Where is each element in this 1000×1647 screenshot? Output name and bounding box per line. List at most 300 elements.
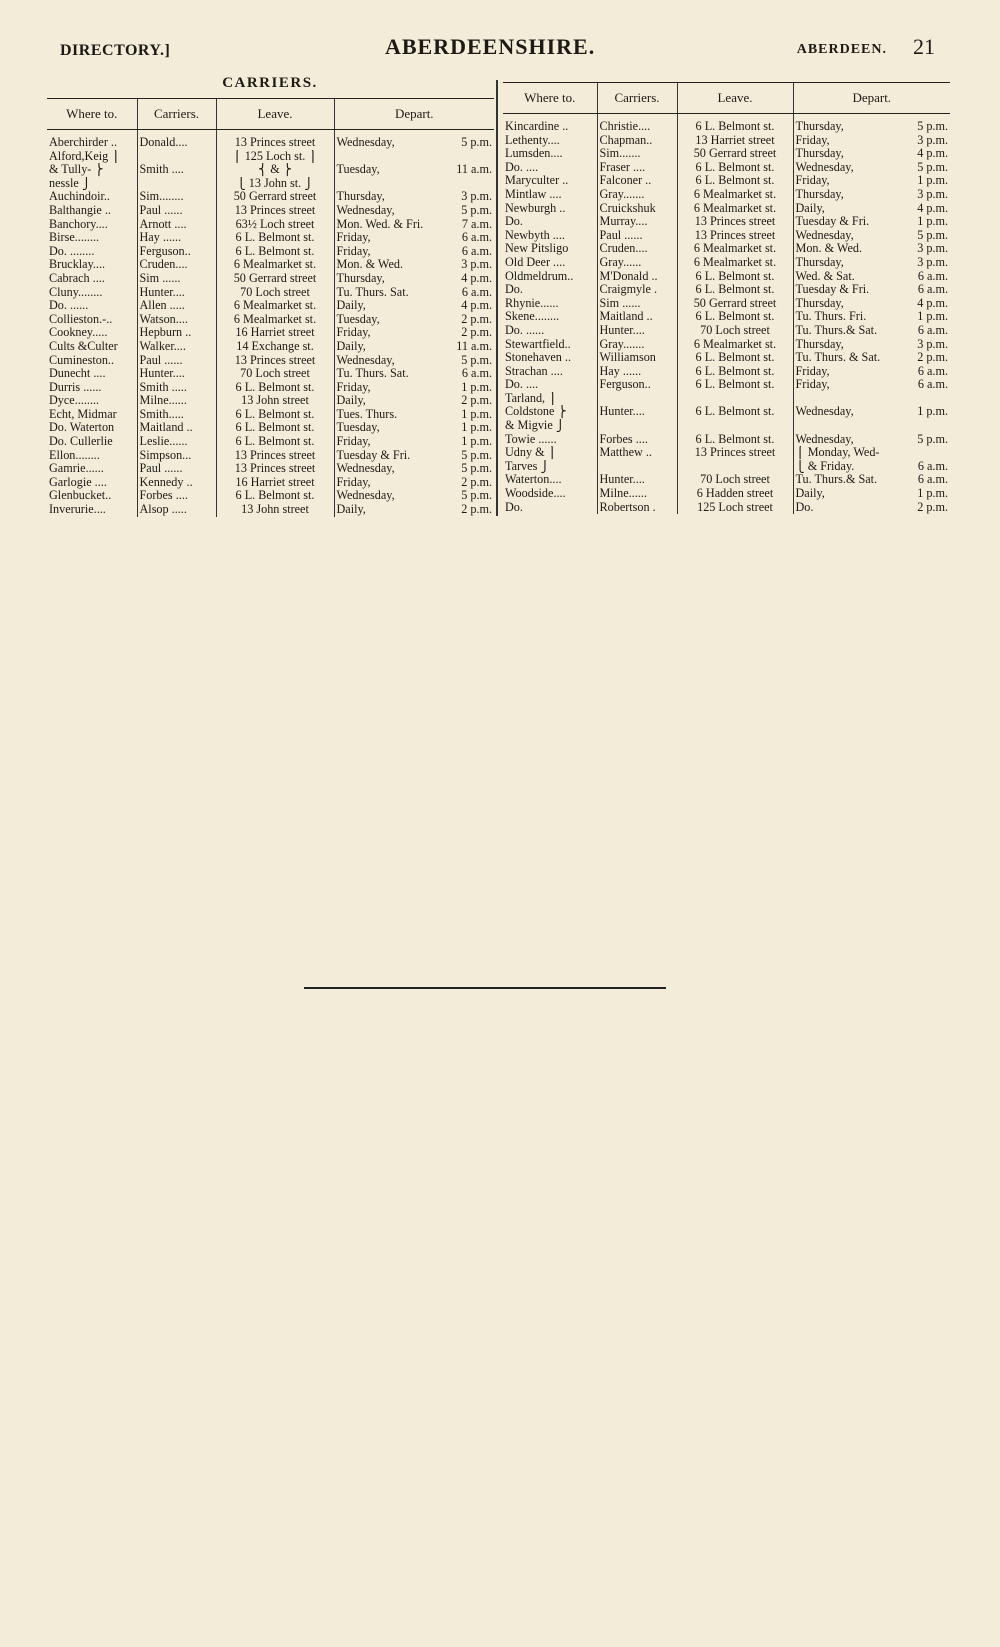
cell-depart	[793, 134, 950, 148]
cell-carrier	[597, 378, 677, 392]
where-text: Stonehaven ..	[505, 351, 572, 365]
carrier-text: Cruden....	[599, 242, 648, 256]
leave-text: 70 Loch street	[240, 285, 310, 299]
cell-where	[47, 381, 137, 395]
leave-text: 6 L. Belmont st.	[695, 160, 775, 174]
cell-depart	[334, 449, 494, 463]
cell-where	[47, 163, 137, 177]
depart-time: 6 a.m.	[461, 244, 492, 258]
leave-text: 16 Harriet street	[235, 326, 315, 340]
carrier-text: Murray....	[599, 215, 648, 229]
leave-text: 14 Exchange st.	[236, 339, 314, 353]
where-text: Glenbucket..	[49, 489, 112, 503]
cell-leave	[677, 202, 793, 216]
where-text: Auchindoir..	[49, 190, 110, 204]
cell-carrier	[137, 421, 216, 435]
cell-leave	[677, 188, 793, 202]
carrier-text: Chapman..	[599, 133, 653, 147]
table-row	[503, 270, 950, 284]
cell-depart	[793, 419, 950, 433]
leave-text: 6 L. Belmont st.	[235, 421, 315, 435]
where-text: Collieston.-..	[49, 312, 113, 326]
where-text: Do.	[505, 500, 523, 514]
depart-time: 3 p.m.	[917, 133, 948, 147]
cell-where	[503, 460, 597, 474]
depart-day: Friday,	[795, 378, 830, 392]
depart-day: Daily,	[336, 299, 366, 313]
table-row	[47, 421, 494, 435]
depart-day: Thursday,	[336, 190, 385, 204]
cell-carrier	[137, 340, 216, 354]
table-row	[47, 449, 494, 463]
carrier-text: Craigmyle .	[599, 283, 658, 297]
cell-where	[503, 351, 597, 365]
cell-carrier	[597, 310, 677, 324]
cell-where	[503, 256, 597, 270]
cell-carrier	[597, 114, 677, 134]
carrier-text: Sim.......	[599, 147, 641, 161]
depart-time: 3 p.m.	[917, 187, 948, 201]
cell-carrier	[597, 487, 677, 501]
cell-leave	[677, 419, 793, 433]
cell-where	[47, 286, 137, 300]
where-text: Newbyth ....	[505, 228, 565, 242]
depart-time: 1 p.m.	[917, 405, 948, 419]
leave-text: 6 L. Belmont st.	[235, 244, 315, 258]
cell-leave	[677, 134, 793, 148]
cell-where	[47, 503, 137, 517]
depart-wrap	[796, 215, 949, 229]
table-row	[503, 351, 950, 365]
table-row	[47, 489, 494, 503]
carrier-text: Matthew ..	[599, 446, 652, 460]
carrier-text: Forbes ....	[599, 432, 648, 446]
cell-leave	[677, 242, 793, 256]
table-row	[503, 297, 950, 311]
cell-depart	[793, 501, 950, 515]
cell-depart	[334, 258, 494, 272]
cell-leave	[216, 204, 334, 218]
cell-carrier	[137, 231, 216, 245]
depart-day: Tuesday & Fri.	[336, 448, 411, 462]
cell-leave	[216, 421, 334, 435]
carrier-text: Sim........	[139, 190, 184, 204]
cell-where	[47, 449, 137, 463]
cell-leave	[677, 147, 793, 161]
depart-wrap	[337, 421, 493, 435]
table-row	[503, 147, 950, 161]
where-text: Do. Waterton	[49, 421, 115, 435]
cell-where	[503, 283, 597, 297]
cell-leave	[677, 114, 793, 134]
cell-leave	[216, 231, 334, 245]
cell-leave	[677, 270, 793, 284]
depart-time: 6 a.m.	[917, 323, 948, 337]
depart-wrap	[337, 340, 493, 354]
cell-carrier	[597, 405, 677, 419]
where-text: Maryculter ..	[505, 174, 569, 188]
cell-leave	[216, 130, 334, 150]
where-text: Oldmeldrum..	[505, 269, 574, 283]
cell-leave	[677, 433, 793, 447]
cell-leave	[216, 272, 334, 286]
table-row	[47, 231, 494, 245]
cell-where	[47, 231, 137, 245]
cell-depart	[793, 229, 950, 243]
table-row	[47, 130, 494, 150]
where-text: Dunecht ....	[49, 367, 106, 381]
cell-depart	[793, 256, 950, 270]
carrier-text: Gray......	[599, 255, 642, 269]
where-text: Skene........	[505, 310, 560, 324]
cell-leave	[216, 462, 334, 476]
depart-day: Tues. Thurs.	[336, 407, 398, 421]
where-text: Towie ......	[505, 432, 557, 446]
cell-depart	[793, 174, 950, 188]
leave-text: 70 Loch street	[700, 473, 770, 487]
depart-time: 7 a.m.	[461, 217, 492, 231]
depart-time: 5 p.m.	[917, 119, 948, 133]
cell-where	[47, 177, 137, 191]
where-text: Do. ......	[49, 299, 89, 313]
table-row	[503, 405, 950, 419]
cell-where	[47, 245, 137, 259]
cell-carrier	[137, 163, 216, 177]
cell-carrier	[597, 297, 677, 311]
carrier-text: Robertson .	[599, 500, 656, 514]
cell-depart	[793, 405, 950, 419]
cell-leave	[216, 354, 334, 368]
depart-wrap	[337, 258, 493, 272]
cell-where	[47, 340, 137, 354]
carrier-text: Milne......	[139, 394, 187, 408]
cell-depart	[334, 286, 494, 300]
depart-time: 3 p.m.	[917, 242, 948, 256]
table-row	[503, 338, 950, 352]
depart-day: Tu. Thurs. Sat.	[336, 285, 409, 299]
depart-time: 2 p.m.	[917, 500, 948, 514]
where-text: Dyce........	[49, 394, 100, 408]
cell-depart	[334, 245, 494, 259]
where-text: Aberchirder ..	[49, 135, 118, 149]
depart-time: 6 a.m.	[917, 473, 948, 487]
leave-text: 6 L. Belmont st.	[695, 378, 775, 392]
cell-carrier	[137, 326, 216, 340]
table-row	[47, 177, 494, 191]
cell-depart	[334, 272, 494, 286]
table-row	[47, 258, 494, 272]
table-row	[47, 354, 494, 368]
cell-where	[47, 367, 137, 381]
leave-text: 6 L. Belmont st.	[695, 364, 775, 378]
where-text: Coldstone ⎬	[505, 405, 567, 419]
cell-where	[47, 218, 137, 232]
depart-time: 1 p.m.	[461, 421, 492, 435]
table-row	[47, 204, 494, 218]
depart-time: 6 a.m.	[917, 459, 948, 473]
cell-where	[47, 476, 137, 490]
table-row	[47, 394, 494, 408]
depart-wrap	[796, 433, 949, 447]
table-row	[47, 218, 494, 232]
carrier-text: Donald....	[139, 135, 188, 149]
carrier-text: Gray.......	[599, 337, 645, 351]
where-text: Balthangie ..	[49, 203, 111, 217]
where-text: Cabrach ....	[49, 271, 105, 285]
cell-where	[47, 272, 137, 286]
depart-wrap	[337, 408, 493, 422]
depart-time: 1 p.m.	[461, 407, 492, 421]
depart-wrap	[796, 351, 949, 365]
cell-carrier	[597, 161, 677, 175]
cell-leave	[216, 489, 334, 503]
table-row	[503, 134, 950, 148]
section-title: CARRIERS.	[222, 75, 318, 91]
cell-depart	[793, 338, 950, 352]
carrier-text: Maitland ..	[139, 421, 193, 435]
carrier-text: Williamson	[599, 351, 656, 365]
cell-where	[47, 258, 137, 272]
leave-text: 6 L. Belmont st.	[695, 174, 775, 188]
leave-text: 13 Princes street	[234, 135, 316, 149]
cell-where	[47, 421, 137, 435]
where-text: Rhynie......	[505, 296, 559, 310]
cell-depart	[334, 326, 494, 340]
where-text: Udny & ⎫	[505, 446, 557, 460]
carrier-text: Simpson...	[139, 448, 192, 462]
depart-wrap	[337, 286, 493, 300]
depart-day: Daily,	[795, 487, 825, 501]
cell-where	[503, 215, 597, 229]
carrier-text: M'Donald ..	[599, 269, 658, 283]
cell-leave	[216, 299, 334, 313]
depart-day: Thursday,	[795, 187, 844, 201]
leave-text: 6 L. Belmont st.	[235, 380, 315, 394]
carrier-text: Sim ......	[139, 271, 181, 285]
cell-carrier	[597, 202, 677, 216]
cell-depart	[334, 313, 494, 327]
table-row	[503, 324, 950, 338]
depart-day: Daily,	[795, 201, 825, 215]
carrier-text: Allen .....	[139, 299, 185, 313]
carrier-text: Leslie......	[139, 435, 188, 449]
depart-wrap	[337, 381, 493, 395]
cell-leave	[216, 163, 334, 177]
cell-where	[47, 313, 137, 327]
cell-carrier	[137, 286, 216, 300]
depart-time: 4 p.m.	[917, 296, 948, 310]
depart-wrap	[796, 446, 949, 460]
leave-text: 6 L. Belmont st.	[235, 489, 315, 503]
where-text: Waterton....	[505, 473, 562, 487]
where-text: & Tully- ⎬	[49, 163, 104, 177]
where-text: nessle ⎭	[49, 176, 91, 190]
depart-day: Daily,	[336, 503, 366, 517]
cell-where	[47, 354, 137, 368]
table-row	[47, 462, 494, 476]
carrier-text: Forbes ....	[139, 489, 188, 503]
depart-time: 5 p.m.	[461, 135, 492, 149]
cell-carrier	[137, 204, 216, 218]
table-row	[503, 460, 950, 474]
leave-text: 13 Princes street	[694, 228, 776, 242]
cell-carrier	[137, 177, 216, 191]
table-row	[503, 473, 950, 487]
cell-where	[503, 147, 597, 161]
carrier-text: Christie....	[599, 119, 651, 133]
cell-where	[47, 489, 137, 503]
carrier-text: Hunter....	[599, 473, 645, 487]
leave-text: 6 Hadden street	[696, 487, 774, 501]
cell-where	[47, 462, 137, 476]
table-row	[47, 340, 494, 354]
cell-carrier	[597, 338, 677, 352]
leave-text: 6 L. Belmont st.	[695, 432, 775, 446]
depart-wrap	[337, 435, 493, 449]
cell-carrier	[137, 258, 216, 272]
cell-carrier	[137, 130, 216, 150]
cell-leave	[216, 190, 334, 204]
leave-text: 6 L. Belmont st.	[235, 407, 315, 421]
cell-where	[503, 161, 597, 175]
cell-carrier	[137, 367, 216, 381]
table-row	[47, 313, 494, 327]
depart-wrap	[796, 256, 949, 270]
depart-day: Tu. Thurs. Sat.	[336, 367, 409, 381]
carrier-text: Hunter....	[139, 285, 185, 299]
cell-depart	[334, 408, 494, 422]
col-carriers: Carriers.	[137, 99, 216, 130]
col-where-to: Where to.	[47, 99, 137, 130]
where-text: Cults &Culter	[49, 339, 118, 353]
cell-depart	[793, 365, 950, 379]
where-text: Tarves ⎭	[505, 459, 550, 473]
cell-leave	[216, 367, 334, 381]
where-text: Inverurie....	[49, 503, 106, 517]
cell-depart	[793, 188, 950, 202]
depart-wrap	[796, 338, 949, 352]
depart-time: 4 p.m.	[461, 271, 492, 285]
depart-time: 2 p.m.	[461, 326, 492, 340]
cell-where	[47, 190, 137, 204]
leave-text: 50 Gerrard street	[233, 190, 317, 204]
depart-wrap	[796, 297, 949, 311]
depart-time: 6 a.m.	[917, 378, 948, 392]
depart-wrap	[796, 283, 949, 297]
where-text: Woodside....	[505, 487, 566, 501]
depart-time: 5 p.m.	[461, 203, 492, 217]
cell-leave	[677, 351, 793, 365]
cell-carrier	[137, 150, 216, 164]
cell-depart	[793, 114, 950, 134]
depart-day: Friday,	[336, 231, 371, 245]
carrier-text: Hay ......	[139, 231, 182, 245]
cell-depart	[334, 503, 494, 517]
depart-wrap	[337, 476, 493, 490]
cell-carrier	[597, 174, 677, 188]
leave-text: 6 Mealmarket st.	[693, 242, 777, 256]
where-text: Brucklay....	[49, 258, 106, 272]
table-row	[47, 503, 494, 517]
table-row	[503, 310, 950, 324]
depart-day: Wednesday,	[336, 489, 395, 503]
depart-time: 2 p.m.	[461, 475, 492, 489]
table-row	[503, 365, 950, 379]
cell-where	[503, 365, 597, 379]
cell-leave	[216, 177, 334, 191]
cell-leave	[216, 313, 334, 327]
cell-carrier	[137, 449, 216, 463]
table-row	[47, 435, 494, 449]
depart-day: Thursday,	[795, 119, 844, 133]
leave-text: 16 Harriet street	[235, 475, 315, 489]
depart-wrap	[337, 503, 493, 517]
cell-leave	[677, 338, 793, 352]
cell-leave	[677, 405, 793, 419]
depart-wrap	[796, 405, 949, 419]
cell-carrier	[597, 242, 677, 256]
depart-time: 3 p.m.	[461, 258, 492, 272]
cell-leave	[677, 473, 793, 487]
cell-depart	[793, 270, 950, 284]
cell-carrier	[597, 419, 677, 433]
carrier-text: Maitland ..	[599, 310, 653, 324]
cell-leave	[677, 460, 793, 474]
leave-text: ⎩ 13 John st. ⎭	[236, 176, 314, 190]
cell-where	[503, 419, 597, 433]
table-row	[47, 245, 494, 259]
cell-leave	[677, 365, 793, 379]
leave-text: 13 Princes street	[234, 462, 316, 476]
depart-wrap	[337, 367, 493, 381]
cell-carrier	[597, 147, 677, 161]
leave-text: 6 L. Belmont st.	[695, 269, 775, 283]
where-text: Durris ......	[49, 380, 102, 394]
depart-time: 5 p.m.	[461, 448, 492, 462]
carrier-text: Hunter....	[139, 367, 185, 381]
carrier-text: Ferguson..	[599, 378, 651, 392]
depart-day: Tuesday,	[336, 163, 380, 177]
carrier-text: Paul ......	[139, 353, 183, 367]
depart-wrap	[796, 460, 949, 474]
carrier-text: Paul ......	[139, 462, 183, 476]
leave-text: 6 L. Belmont st.	[695, 351, 775, 365]
cell-depart	[334, 476, 494, 490]
leave-text: 13 Princes street	[694, 215, 776, 229]
depart-wrap	[796, 378, 949, 392]
carrier-text: Hay ......	[599, 364, 642, 378]
carriers-table-right	[503, 82, 950, 514]
cell-depart	[334, 231, 494, 245]
where-text: Tarland, ⎫	[505, 391, 558, 405]
cell-depart	[793, 433, 950, 447]
cell-depart	[793, 242, 950, 256]
depart-time: 6 a.m.	[461, 285, 492, 299]
cell-leave	[216, 218, 334, 232]
cell-where	[47, 299, 137, 313]
depart-time: 3 p.m.	[917, 255, 948, 269]
cell-where	[47, 435, 137, 449]
where-text: Mintlaw ....	[505, 187, 562, 201]
table-row	[47, 286, 494, 300]
cell-leave	[677, 174, 793, 188]
cell-leave	[677, 256, 793, 270]
carrier-text: Paul ......	[599, 228, 643, 242]
depart-day: Tuesday & Fri.	[795, 215, 870, 229]
cell-where	[503, 487, 597, 501]
depart-day: Thursday,	[795, 337, 844, 351]
leave-text: 6 L. Belmont st.	[235, 435, 315, 449]
